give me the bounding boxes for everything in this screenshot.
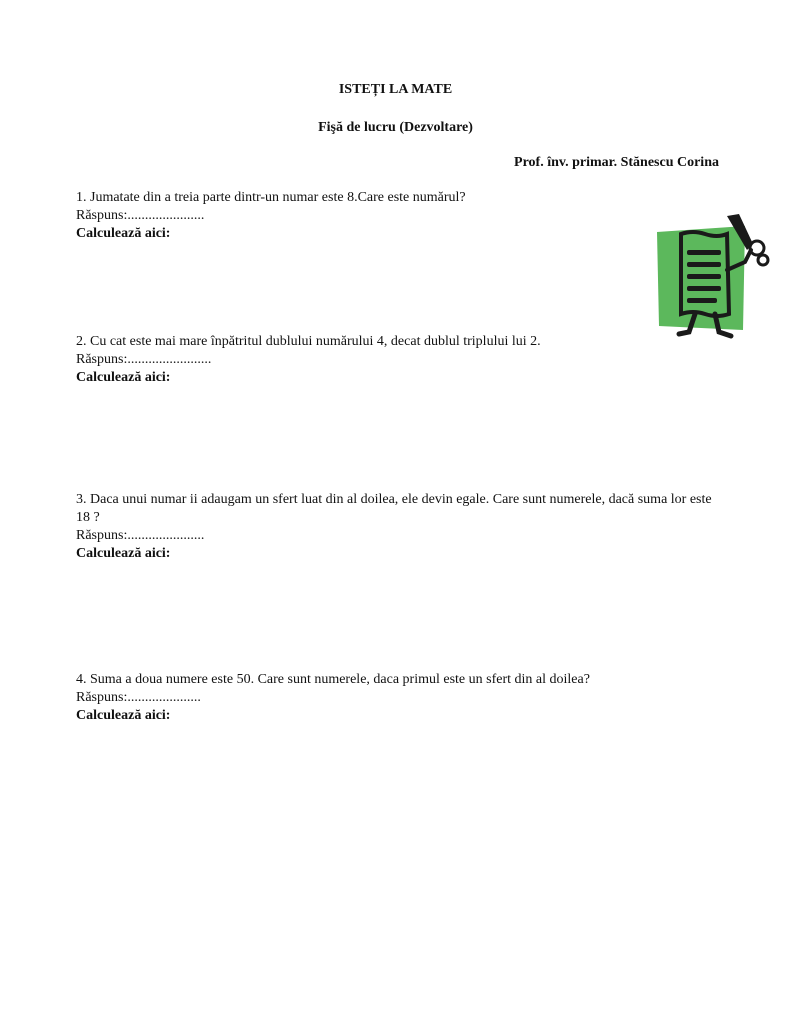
question-text: 3. Daca unui numar ii adaugam un sfert luat din al doilea, ele devin egale. Care sunt numerele, dacă suma lor este 18 ? (76, 492, 712, 525)
answer-line: Răspuns:...................... (76, 528, 205, 543)
pen-ring (750, 241, 764, 255)
page-title: ISTEȚI LA MATE (338, 82, 453, 97)
question-text: 1. Jumatate din a treia parte dintr-un numar este 8.Care este numărul? (76, 190, 466, 205)
calculate-label: Calculează aici: (76, 708, 171, 723)
sheet-line (687, 262, 721, 267)
question-2 (76, 333, 716, 387)
sheet-line (687, 274, 721, 279)
question-text: 2. Cu cat este mai mare înpătritul dublului numărului 4, decat dublul triplului lui 2. (76, 334, 541, 349)
question-text: 4. Suma a doua numere este 50. Care sunt numerele, daca primul este un sfert din al doilea? (76, 672, 590, 687)
sheet-line (687, 298, 717, 303)
question-1 (76, 189, 716, 243)
walking-paper-with-pen-icon (653, 210, 771, 347)
answer-line: Răspuns:........................ (76, 352, 212, 367)
answer-line: Răspuns:...................... (76, 208, 205, 223)
pen-ring (758, 255, 768, 265)
question-4 (76, 671, 716, 725)
worksheet-subtitle: Fişă de lucru (Dezvoltare) (318, 120, 473, 135)
calculate-label: Calculează aici: (76, 546, 171, 561)
author-line: Prof. înv. primar. Stănescu Corina (514, 155, 719, 170)
calculate-label: Calculează aici: (76, 226, 171, 241)
question-3 (76, 491, 716, 563)
calculate-label: Calculează aici: (76, 370, 171, 385)
sheet-line (687, 286, 721, 291)
answer-line: Răspuns:..................... (76, 690, 201, 705)
sheet-line (687, 250, 721, 255)
